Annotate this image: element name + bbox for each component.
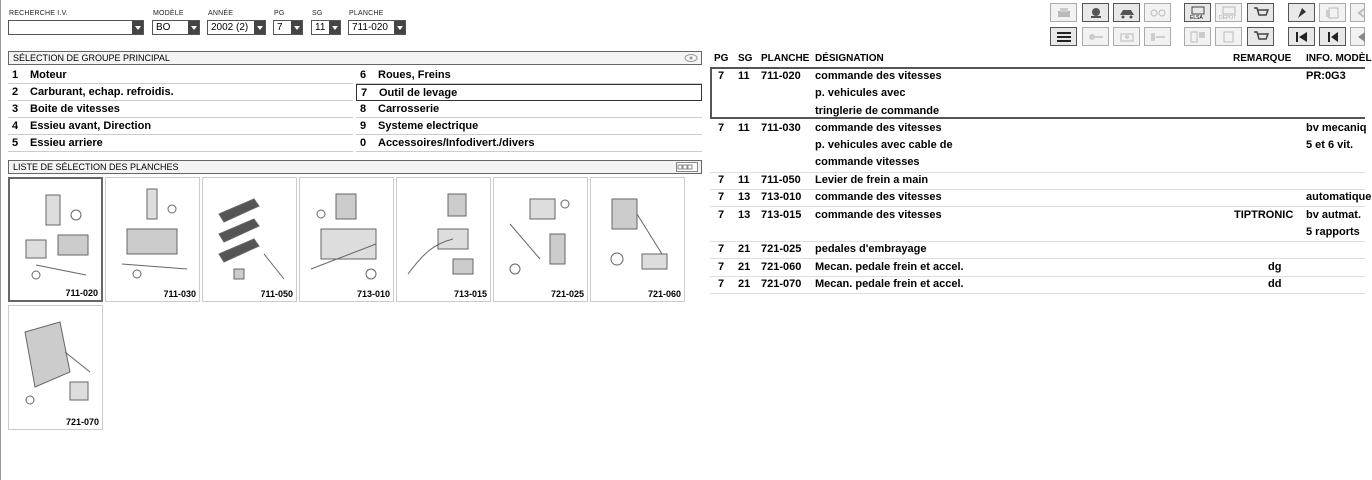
chevron-down-icon[interactable]	[329, 21, 340, 34]
back-button[interactable]	[1350, 3, 1365, 22]
planche-thumb[interactable]: 713-015	[396, 177, 491, 302]
modele-select[interactable]: BO	[152, 20, 200, 35]
parts-diagram-icon	[15, 312, 97, 412]
annee-label: ANNÉE	[208, 10, 234, 17]
col-header-info[interactable]: INFO. MODÈL	[1306, 53, 1372, 64]
chevron-down-icon[interactable]	[394, 21, 405, 34]
row-divider	[710, 172, 1365, 173]
parts-button[interactable]	[1184, 27, 1211, 46]
planche-thumb[interactable]: 713-010	[299, 177, 394, 302]
row-divider	[710, 189, 1365, 190]
cart-remove-icon	[1253, 31, 1269, 43]
first-button[interactable]	[1288, 27, 1315, 46]
selected-row-frame	[710, 67, 1365, 119]
stamp-button[interactable]	[1082, 3, 1109, 22]
parts-diagram-icon	[112, 184, 194, 284]
depot-button[interactable]: DEPOT	[1215, 3, 1242, 22]
print-button[interactable]	[1050, 3, 1077, 22]
group-item-7[interactable]: 7 Outil de levage	[356, 84, 702, 101]
planche-thumb[interactable]: 721-060	[590, 177, 685, 302]
row-divider	[710, 258, 1365, 259]
group-item-2[interactable]: 2 Carburant, echap. refroidis.	[8, 84, 353, 101]
modele-label: MODÈLE	[153, 10, 184, 17]
row-divider	[710, 276, 1365, 277]
recherche-label: RECHERCHE I.V.	[9, 10, 68, 17]
glasses-icon	[1150, 7, 1166, 19]
pg-select[interactable]: 7	[273, 20, 303, 35]
group-item-8[interactable]: 8 Carrosserie	[356, 101, 702, 118]
group-item-9[interactable]: 9 Systeme electrique	[356, 118, 702, 135]
parts-diagram-icon	[500, 184, 582, 284]
planche-thumb[interactable]: 721-070	[8, 305, 103, 430]
key-icon	[1088, 31, 1104, 43]
key-button[interactable]	[1082, 27, 1109, 46]
pages-icon	[1221, 31, 1237, 43]
view-toggle-icon[interactable]	[676, 162, 698, 172]
car-icon	[1119, 7, 1135, 19]
group-item-0[interactable]: 0 Accessoires/Infodivert./divers	[356, 135, 702, 152]
copy-button[interactable]	[1319, 3, 1346, 22]
row-divider	[710, 206, 1365, 207]
copy-icon	[1325, 7, 1341, 19]
pg-label: PG	[274, 10, 285, 17]
pin-icon	[1294, 7, 1310, 19]
pin-button[interactable]	[1288, 3, 1315, 22]
planche-thumb[interactable]: 721-025	[493, 177, 588, 302]
planche-thumb[interactable]: 711-050	[202, 177, 297, 302]
chevron-down-icon[interactable]	[254, 21, 265, 34]
sg-label: SG	[312, 10, 323, 17]
col-header-planche[interactable]: PLANCHE	[761, 53, 810, 64]
col-header-designation[interactable]: DÉSIGNATION	[815, 53, 884, 64]
chevron-down-icon[interactable]	[291, 21, 302, 34]
chevron-down-icon[interactable]	[188, 21, 199, 34]
parts-diagram-icon	[403, 184, 485, 284]
row-divider	[710, 241, 1365, 242]
group-item-5[interactable]: 5 Essieu arriere	[8, 135, 353, 152]
planche-thumb[interactable]: 711-020	[8, 177, 103, 302]
pages-button[interactable]	[1215, 27, 1242, 46]
next-button[interactable]	[1350, 27, 1365, 46]
chevron-down-icon[interactable]	[132, 21, 143, 34]
prev-button[interactable]	[1319, 27, 1346, 46]
group-item-4[interactable]: 4 Essieu avant, Direction	[8, 118, 353, 135]
row-divider	[710, 293, 1365, 294]
engine-button[interactable]	[1113, 27, 1140, 46]
group-item-6[interactable]: 6 Roues, Freins	[356, 67, 702, 84]
group-panel-header: SÉLECTION DE GROUPE PRINCIPAL	[8, 51, 702, 65]
planche-thumb[interactable]: 711-030	[105, 177, 200, 302]
planches-panel-header: LISTE DE SÉLECTION DES PLANCHES	[8, 160, 702, 174]
parts-diagram-icon	[597, 184, 679, 284]
minus-button[interactable]	[1144, 27, 1171, 46]
group-item-3[interactable]: 3 Boite de vitesses	[8, 101, 353, 118]
cart-remove-button[interactable]	[1247, 27, 1274, 46]
sg-select[interactable]: 11	[311, 20, 341, 35]
annee-select[interactable]: 2002 (2)	[207, 20, 266, 35]
parts-diagram-icon	[209, 184, 291, 284]
car-button[interactable]	[1113, 3, 1140, 22]
col-header-pg[interactable]: PG	[714, 53, 729, 64]
list-icon	[1056, 31, 1072, 43]
elsa-button[interactable]: ELSA	[1184, 3, 1211, 22]
minus-icon	[1150, 31, 1166, 43]
col-header-sg[interactable]: SG	[738, 53, 753, 64]
planche-label: PLANCHE	[349, 10, 384, 17]
first-icon	[1294, 31, 1310, 43]
glasses-button[interactable]	[1144, 3, 1171, 22]
recherche-select[interactable]	[8, 20, 144, 35]
back-icon	[1356, 7, 1366, 19]
parts-icon	[1190, 31, 1206, 43]
next-icon	[1356, 31, 1366, 43]
eye-icon[interactable]	[684, 53, 698, 63]
cart-button[interactable]	[1247, 3, 1274, 22]
print-icon	[1056, 7, 1072, 19]
col-header-remarque[interactable]: REMARQUE	[1233, 53, 1292, 64]
window-left-border	[0, 0, 1, 480]
prev-icon	[1325, 31, 1341, 43]
group-item-1[interactable]: 1 Moteur	[8, 67, 353, 84]
parts-diagram-icon	[16, 185, 98, 285]
cart-icon	[1253, 7, 1269, 19]
stamp-icon	[1088, 7, 1104, 19]
planche-select[interactable]: 711-020	[348, 20, 406, 35]
engine-icon	[1119, 31, 1135, 43]
list-button[interactable]	[1050, 27, 1077, 46]
parts-diagram-icon	[306, 184, 388, 284]
